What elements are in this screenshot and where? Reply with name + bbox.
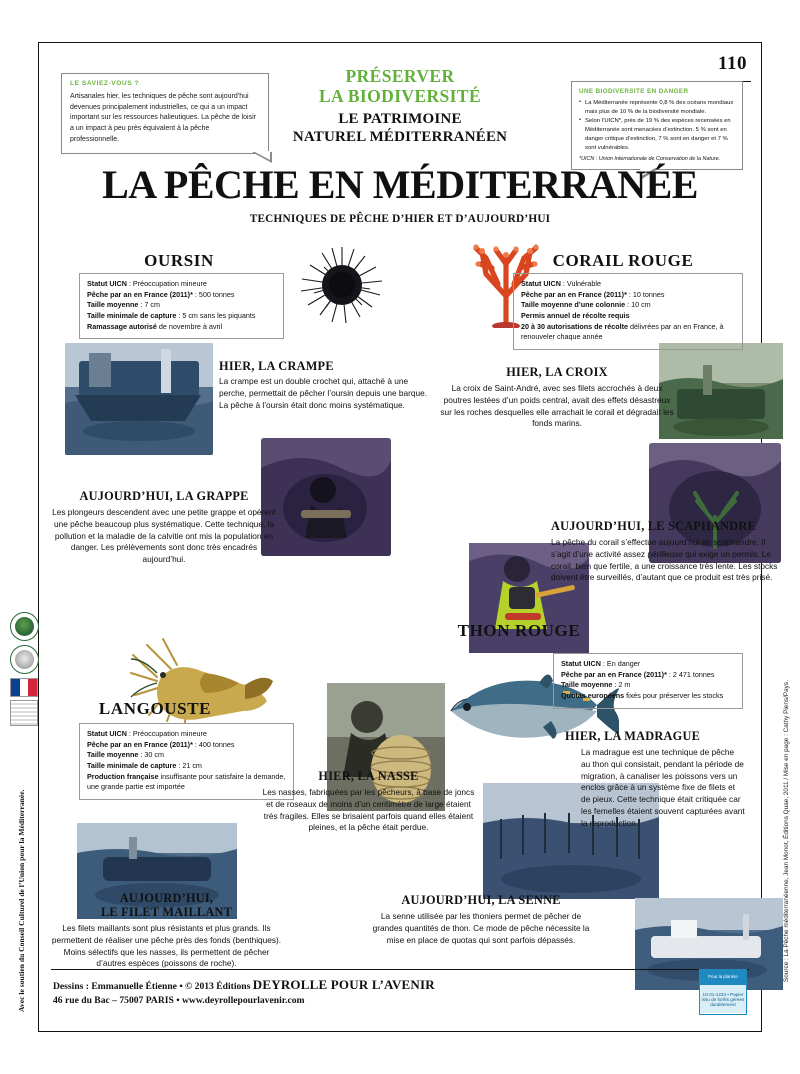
fact-value: : 5 cm sans les piquants [176,310,256,320]
left-credit-text: Avec le soutien du Conseil Culturel de l’Union pour la Méditerranée. [17,789,26,1012]
madrague-body: La madrague est une technique de pêche au thon qui consistait, pendant la période de migration, à canaliser les poissons vers un enclos grâce à un système fixe de filets et de pieux. Cette technique était critiquée car les femelles étaient souvent capturées avant la reproduction. [581,747,745,828]
fact-label: Ramassage autorisé [87,321,157,331]
fact-label: Pêche par an en France (2011)* [87,289,193,299]
croix-body: La croix de Saint-André, avec ses filets accrochés à deux poutres lestées d’un poids central, avait des effets désastreux sur les roches desquelles elle arrachait le corail et dégradait les fonds marins. [440,383,674,429]
crampe-body: La crampe est un double crochet qui, attaché à une perche, permettait de pêcher l’oursin depuis une barque. La pêche à l’oursin était donc moins systématique. [219,376,428,410]
unesco-logo-icon [10,645,39,674]
grappe-title: AUJOURD’HUI, LA GRAPPE [79,489,249,503]
fact-value: : 7 cm [138,300,160,310]
poster-frame [38,42,778,1032]
fact-label: Taille moyenne [87,300,139,310]
heritage-line-2: NATUREL MÉDITERRANÉEN [292,128,508,145]
fact-label: Statut UICN [87,279,127,288]
fact-row [561,670,735,681]
fact-value: fixés pour préserver les stocks [624,690,724,700]
filet-title-line1: AUJOURD’HUI, [119,891,214,905]
crampe-fishing-photo [65,343,213,455]
marianne-logo-icon [10,700,38,726]
corail-title: CORAIL ROUGE [552,251,694,270]
filet-title-line2: LE FILET MAILLANT [100,905,233,919]
madrague-title: HIER, LA MADRAGUE [565,729,701,743]
fact-label: Taille minimale de capture [87,760,177,770]
list-item: • Selon l’UICN*, près de 19 % des espèces recensées en Méditerranée sont menacées d’extinction. 5 % sont en danger critique d’extinction, 7 % sont en danger et 7 % sont vulnérables. [579,117,735,152]
corail-factbox [513,273,743,350]
page-subtitle: TECHNIQUES DE PÊCHE D’HIER ET D’AUJOURD’HUI [249,213,551,225]
fact-label: Quotas européens [561,690,625,700]
fact-value: : En danger [600,659,641,668]
fact-value: : 30 cm [138,750,164,760]
fact-label: Taille minimale de capture [87,310,177,320]
header-center [39,67,761,147]
fact-row [521,279,735,290]
publisher-name: DEYROLLE POUR L’AVENIR [252,977,435,992]
filet-body: Les filets maillants sont plus résistants et plus grands. Ils permettent de réaliser une pêche près des fonds (benthiques). Moins sélectifs que les nasses, ils permettent de pêcher d’autres espèces (poissons de roche). [51,923,282,969]
fact-row [87,311,276,322]
fact-row [87,279,276,290]
fact-value: : 2 m [612,680,631,690]
fact-row [521,322,735,343]
grappe-body: Les plongeurs descendent avec une petite grappe et opèrent une pêche beaucoup plus systématique. Cette technique, la pollution et la maladie de la calvitie ont mis la population en danger. Les prélèvements sont donc très encadrés aujourd’hui. [52,507,276,565]
croix-fishing-photo [659,343,783,439]
croix-title: HIER, LA CROIX [506,365,608,379]
footer-address: 46 rue du Bac – 75007 PARIS • www.deyrollepourlavenir.com [53,995,305,1006]
fact-label: Statut UICN [87,729,127,738]
french-flag-icon [10,678,38,697]
fact-label: Taille moyenne [87,750,139,760]
fact-row [521,311,735,322]
fact-label: Permis annuel de récolte requis [521,310,630,320]
fact-row [521,290,735,301]
fact-label: Statut UICN [521,279,561,288]
senne-title: AUJOURD’HUI, LA SENNE [401,893,561,907]
crampe-title: HIER, LA CRAMPE [219,359,334,373]
scaphandre-body: La pêche du corail s’effectue aujourd’hui en scaphandre. Il s’agit d’une activité assez périlleuse qui exige un permis. Le corail, bien que fertile, a une croissance très lente. Les stocks doivent être surveillés, d’autant que ce produit est très prisé. [551,537,778,583]
fact-label: Taille moyenne d’une colonnie [521,300,626,310]
fact-row [561,680,735,691]
biodiversity-title: UNE BIODIVERSITE EN DANGER [579,88,689,95]
fact-row [87,761,286,772]
fact-value: : 10 tonnes [626,289,665,299]
grappe-diver-photo [261,438,391,556]
preserve-line-1: PRÉSERVER [345,66,455,86]
fact-label: Production française [87,771,159,781]
langouste-title: LANGOUSTE [98,699,212,718]
fact-row [87,772,286,793]
fact-value: : Préoccupation mineure [126,279,207,288]
page-number: 110 [718,53,747,74]
did-you-know-title: LE SAVIEZ-VOUS ? [70,80,140,87]
fact-label: Pêche par an en France (2011)* [521,289,627,299]
biodiversity-footnote: *UICN : Union Internationale de Conservation de la Nature. [579,156,721,163]
partner-logos [10,612,40,726]
list-item: • La Méditerranée représente 0,8 % des océans mondiaux mais plus de 10 % de la biodiversité mondiale. [579,99,735,116]
nasse-body: Les nasses, fabriquées par les pêcheurs, à base de joncs et de roseaux de moins d’un centimètre de large étaient très fragiles. Elles se brisaient parfois quand elles étaient pleines, et la pêche était perdue. [262,787,475,833]
sea-urchin-illustration [292,243,392,325]
nasse-title: HIER, LA NASSE [318,769,419,783]
thon-title: THON ROUGE [457,621,581,640]
fact-row [561,659,735,670]
fact-value: délivrées par an en France, à renouveler chaque année [521,321,724,342]
footer [39,969,761,1025]
senne-body: La senne utilisée par les thoniers permet de pêcher de grandes quantités de thon. Ce mode de pêche nécessite la mise en place de quotas qui sont parfois dépassés. [372,911,590,945]
fact-value: : 10 cm [625,300,651,310]
eco-label-logo [699,969,747,1015]
oursin-factbox [79,273,284,339]
fact-row [87,740,286,751]
fact-label: Pêche par an en France (2011)* [561,669,667,679]
right-credit-text: Source : La Pêche méditerranéenne, Jean Monot, Éditions Quae, 2011 / Mise en page : Cathy Piens/Pays. [783,680,790,982]
fact-value: : 21 cm [176,760,202,770]
fact-value: de novembre à avril [156,321,223,331]
fact-row [87,322,276,333]
footer-credit-prefix: Dessins : Emmanuelle Étienne • © 2013 Éditions [53,981,253,992]
fact-label: 20 à 30 autorisations de récolte [521,321,629,331]
fact-row [87,300,276,311]
heritage-line-1: LE PATRIMOINE [338,111,462,128]
did-you-know-body: Artisanales hier, les techniques de pêche sont aujourd’hui devenues principalement industrielles, ce qui a un impact important sur les ressources halieutiques. La pêche de loisir a un impact à peu près équivalent à la pêche professionnelle. [70,93,256,143]
page-title: LA PÊCHE EN MÉDITERRANÉE [102,162,698,207]
fact-value: : 500 tonnes [192,289,235,299]
right-side-credit [782,652,794,982]
fact-value: insuffisante pour satisfaire la demande, une grande partie est importée [87,771,286,792]
fact-value: : 400 tonnes [192,739,235,749]
fact-label: Statut UICN [561,659,601,668]
fact-value: : 2 471 tonnes [666,669,715,679]
fact-value: : Préoccupation mineure [126,729,207,738]
preserve-line-2: LA BIODIVERSITÉ [318,85,482,106]
fact-value: : Vulnérable [560,279,602,288]
eco-label-bottom: 10-31-1234 • Papier issu de forêts gérées durablement [700,985,746,1013]
fact-label: Pêche par an en France (2011)* [87,739,193,749]
fact-row [87,750,286,761]
fact-row [561,691,735,702]
fact-row [521,300,735,311]
eco-label-top: Pour la planète [700,970,746,985]
scaphandre-title: AUJOURD’HUI, LE SCAPHANDRE [551,519,756,533]
fact-label: Taille moyenne [561,680,613,690]
oursin-title: OURSIN [144,251,214,270]
ucpm-logo-icon [10,612,39,641]
fact-row [87,729,286,740]
fact-row [87,290,276,301]
footer-rule [51,969,749,970]
thon-factbox [553,653,743,709]
footer-credits-line [53,977,435,993]
